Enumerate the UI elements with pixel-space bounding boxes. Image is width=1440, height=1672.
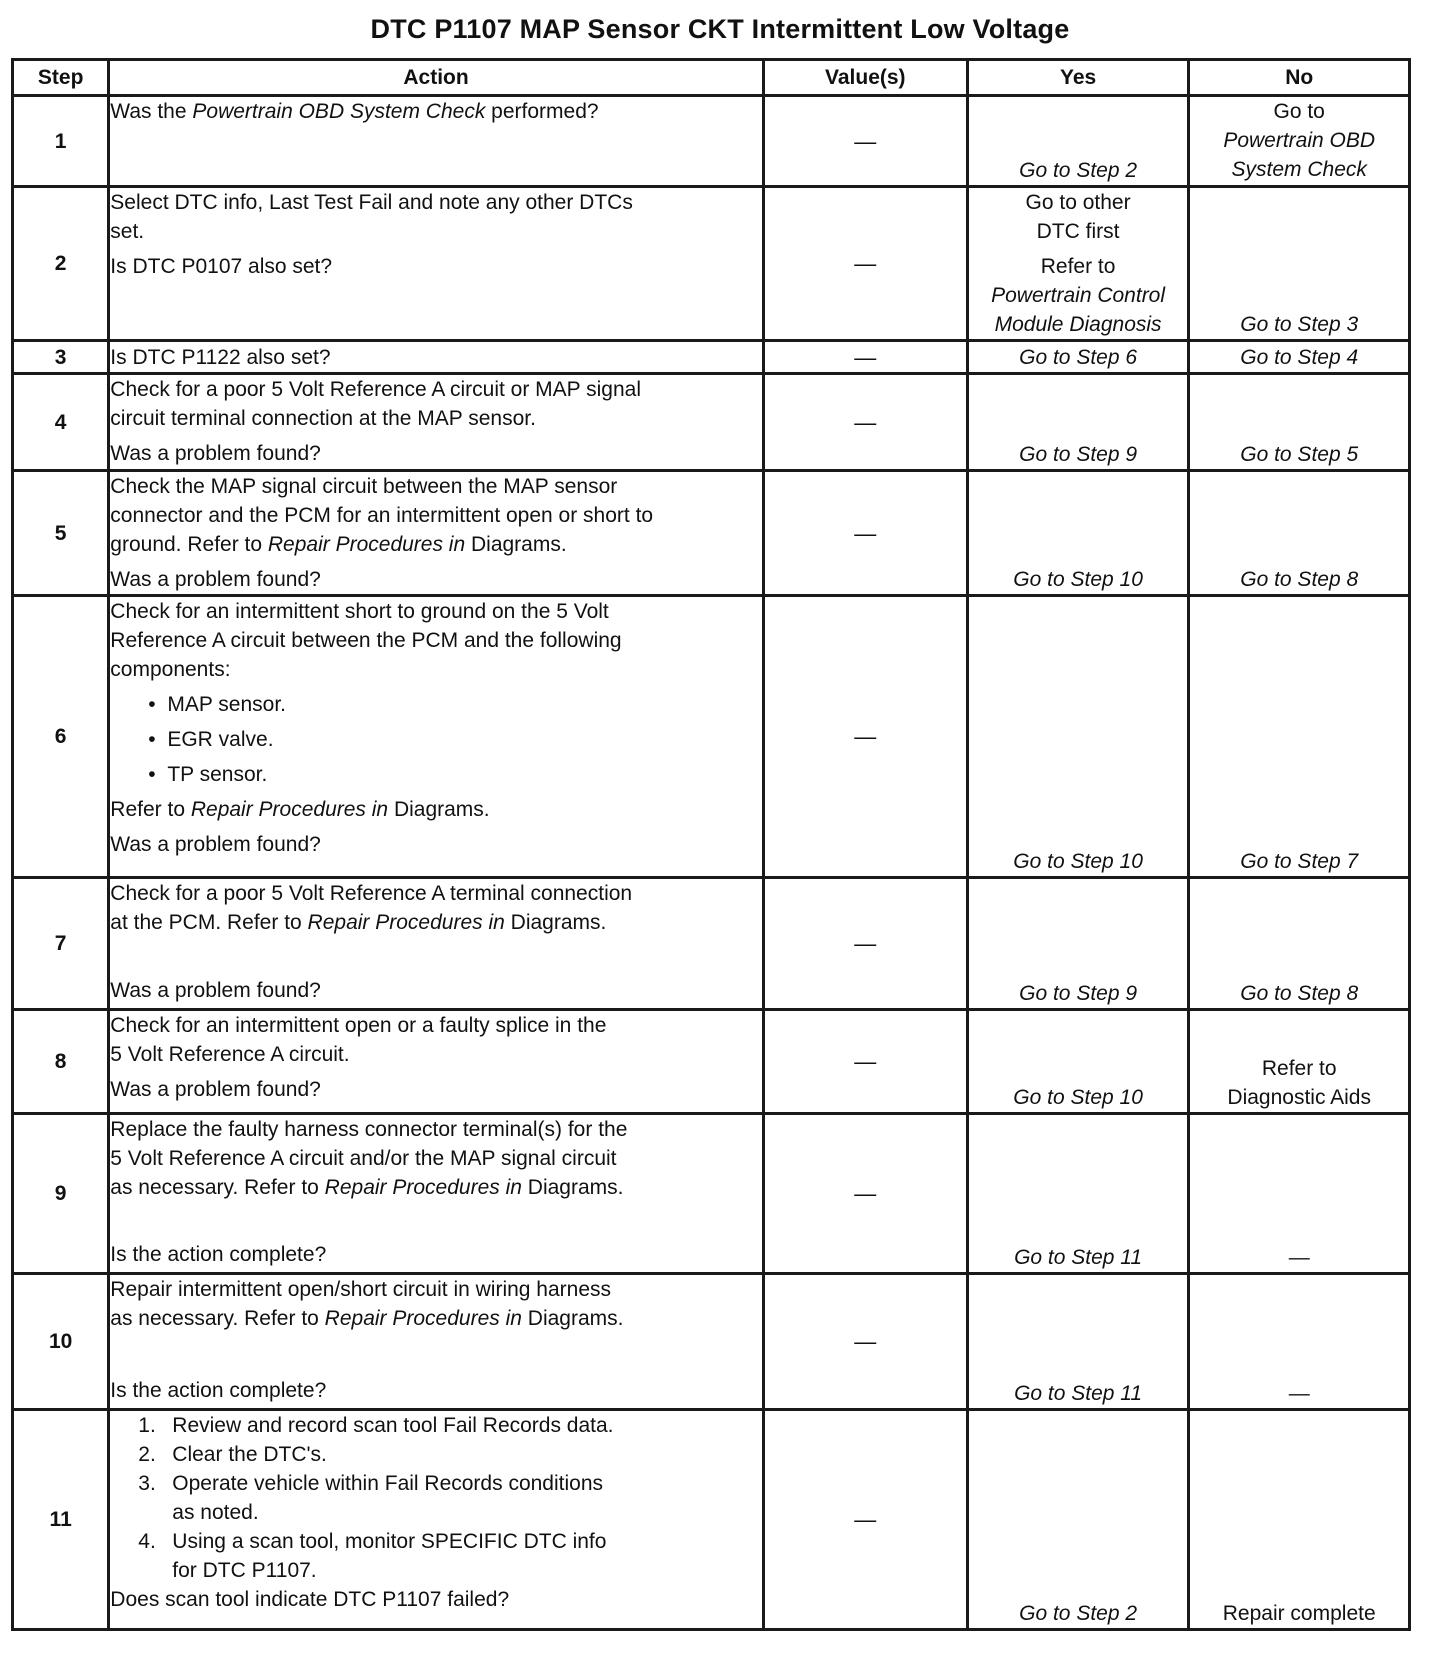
step-number: 4 [13, 374, 109, 471]
action-cell: Check for a poor 5 Volt Reference A circuit or MAP signal circuit terminal connection at the MAP sensor. Was a problem found? [109, 374, 763, 471]
list-item: 1. Review and record scan tool Fail Records data. [138, 1414, 614, 1437]
table-row [13, 1114, 1410, 1274]
yes-cell: Go to Step 9 [967, 878, 1189, 1010]
yes-cell: Go to Step 10 [967, 471, 1189, 596]
step-number: 10 [13, 1274, 109, 1410]
action-cell: Replace the faulty harness connector terminal(s) for the 5 Volt Reference A circuit and/or the MAP signal circuit as necessary. Refer to Repair Procedures in Diagrams. Is the action complete? [109, 1114, 763, 1274]
action-cell: Repair intermittent open/short circuit in wiring harness as necessary. Refer to Repair Procedures in Diagrams. Is the action complete? [109, 1274, 763, 1410]
step-number: 2 [13, 187, 109, 341]
action-cell: Check for an intermittent open or a faulty splice in the 5 Volt Reference A circuit. Was a problem found? [109, 1010, 763, 1114]
action-cell: Check for a poor 5 Volt Reference A terminal connection at the PCM. Refer to Repair Procedures in Diagrams. Was a problem found? [109, 878, 763, 1010]
step-number: 6 [13, 596, 109, 878]
table-row [13, 341, 1410, 374]
dtc-table [11, 58, 1411, 1631]
step-number: 3 [13, 341, 109, 374]
value-cell: — [763, 96, 967, 187]
table-header-row [13, 60, 1410, 96]
step-number: 11 [13, 1410, 109, 1630]
yes-cell: Go to Step 11 [967, 1114, 1189, 1274]
value-cell: — [763, 1274, 967, 1410]
value-cell: — [763, 341, 967, 374]
table-row [13, 1010, 1410, 1114]
list-item: 4. Using a scan tool, monitor SPECIFIC DTC info for DTC P1107. [138, 1530, 607, 1582]
header-step: Step [13, 60, 109, 96]
yes-cell: Go to Step 2 [967, 1410, 1189, 1630]
list-item: • TP sensor. [148, 763, 268, 786]
yes-cell: Go to Step 6 [967, 341, 1189, 374]
no-cell: Go to Step 4 [1189, 341, 1410, 374]
value-cell: — [763, 374, 967, 471]
table-row [13, 1274, 1410, 1410]
header-no: No [1189, 60, 1410, 96]
action-cell: Is DTC P1122 also set? [109, 341, 763, 374]
step-number: 9 [13, 1114, 109, 1274]
yes-cell: Go to Step 11 [967, 1274, 1189, 1410]
no-cell: — [1189, 1274, 1410, 1410]
no-cell: Go to Step 8 [1189, 471, 1410, 596]
table-row [13, 1410, 1410, 1630]
value-cell: — [763, 1114, 967, 1274]
value-cell: — [763, 187, 967, 341]
header-action: Action [109, 60, 763, 96]
table-row [13, 471, 1410, 596]
no-cell: Go to Step 8 [1189, 878, 1410, 1010]
yes-cell: Go to Step 10 [967, 1010, 1189, 1114]
action-cell: Was the Powertrain OBD System Check performed? [109, 96, 763, 187]
no-cell: — [1189, 1114, 1410, 1274]
list-item: • EGR valve. [148, 728, 274, 751]
list-item: 2. Clear the DTC's. [138, 1443, 327, 1466]
table-row [13, 596, 1410, 878]
no-cell: Go to Step 3 [1189, 187, 1410, 341]
yes-cell: Go to Step 2 [967, 96, 1189, 187]
yes-cell: Go to Step 10 [967, 596, 1189, 878]
no-cell: Refer to Diagnostic Aids [1189, 1010, 1410, 1114]
step-number: 5 [13, 471, 109, 596]
value-cell: — [763, 878, 967, 1010]
list-item: • MAP sensor. [148, 693, 286, 716]
table-row [13, 187, 1410, 341]
action-cell: 1. Review and record scan tool Fail Records data. 2. Clear the DTC's. 3. Operate vehicle within Fail Records conditions as noted. 4. Using a scan tool, monitor SPECIFIC DTC info for DTC P1107. Does scan tool indicate DTC P1107 failed? [109, 1410, 763, 1630]
action-cell: Select DTC info, Last Test Fail and note any other DTCs set. Is DTC P0107 also set? [109, 187, 763, 341]
header-yes: Yes [967, 60, 1189, 96]
value-cell: — [763, 471, 967, 596]
step-number: 1 [13, 96, 109, 187]
yes-cell: Go to Step 9 [967, 374, 1189, 471]
value-cell: — [763, 596, 967, 878]
table-row [13, 878, 1410, 1010]
yes-cell: Go to other DTC first Refer to Powertrain Control Module Diagnosis [967, 187, 1189, 341]
action-cell: Check for an intermittent short to ground on the 5 Volt Reference A circuit between the PCM and the following components: • MAP sensor. • EGR valve. • TP sensor. Refer to Repair Procedures in Diagrams. Was a problem found? [109, 596, 763, 878]
table-row [13, 374, 1410, 471]
table-row [13, 96, 1410, 187]
no-cell: Go to Powertrain OBD System Check [1189, 96, 1410, 187]
value-cell: — [763, 1010, 967, 1114]
list-item: 3. Operate vehicle within Fail Records conditions as noted. [138, 1472, 604, 1524]
header-values: Value(s) [763, 60, 967, 96]
value-cell: — [763, 1410, 967, 1630]
page-title: DTC P1107 MAP Sensor CKT Intermittent Low Voltage [370, 14, 1070, 44]
no-cell: Go to Step 5 [1189, 374, 1410, 471]
step-number: 8 [13, 1010, 109, 1114]
no-cell: Go to Step 7 [1189, 596, 1410, 878]
action-cell: Check the MAP signal circuit between the MAP sensor connector and the PCM for an intermittent open or short to ground. Refer to Repair Procedures in Diagrams. Was a problem found? [109, 471, 763, 596]
step-number: 7 [13, 878, 109, 1010]
no-cell: Repair complete [1189, 1410, 1410, 1630]
